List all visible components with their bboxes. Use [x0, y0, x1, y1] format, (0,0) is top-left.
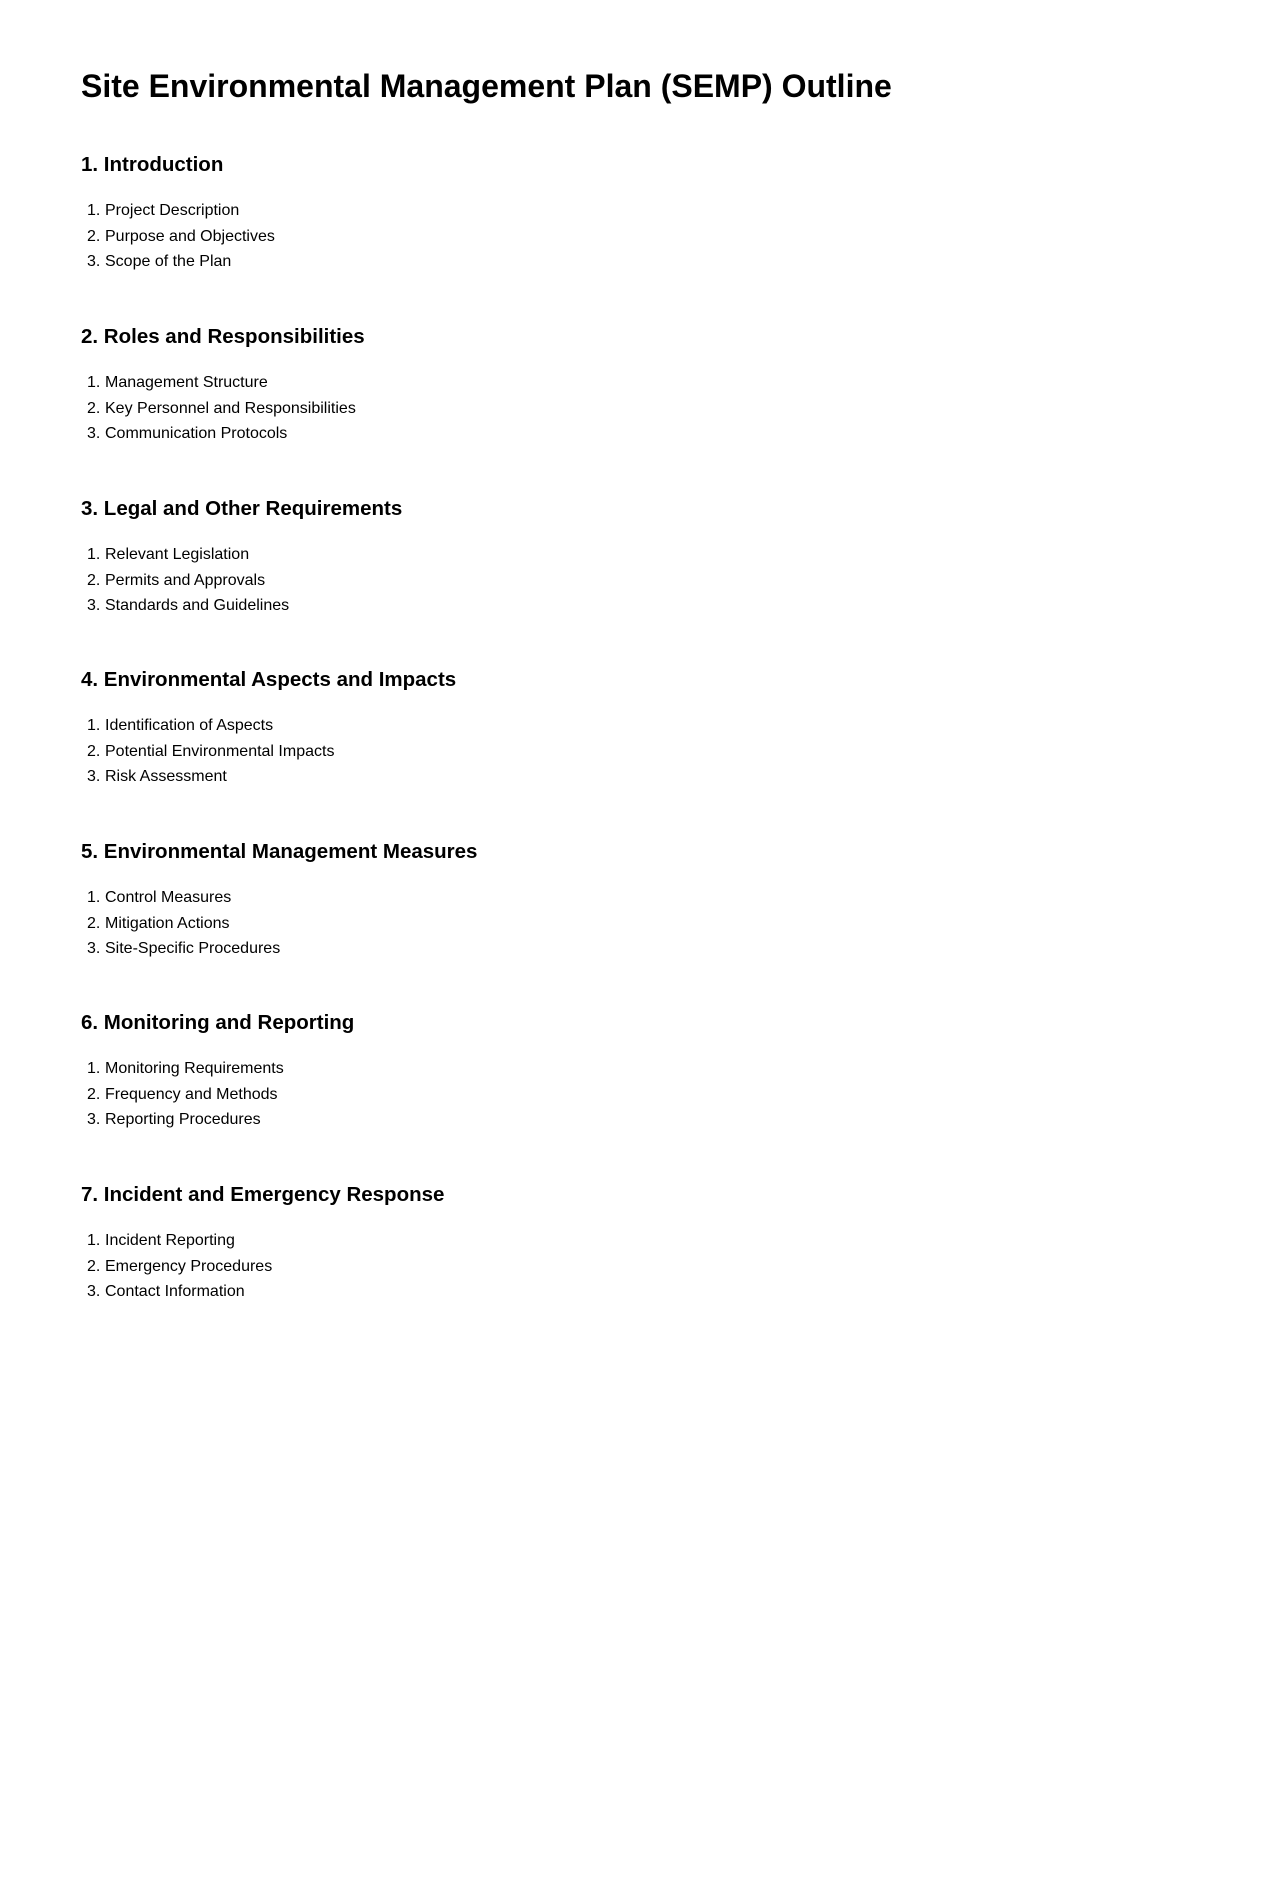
list-number: 2.	[87, 742, 101, 760]
list-item	[87, 739, 1181, 765]
list-item-text: Reporting Procedures	[105, 1111, 261, 1129]
list-item-text: Emergency Procedures	[105, 1257, 273, 1275]
list-item	[87, 1056, 1181, 1082]
list-item-text: Standards and Guidelines	[105, 597, 290, 615]
section-list	[81, 1056, 1181, 1133]
list-item-text: Scope of the Plan	[105, 253, 232, 271]
section-aspects	[81, 667, 1181, 790]
list-item	[87, 911, 1181, 937]
section-list	[81, 198, 1181, 275]
list-number: 2.	[87, 399, 101, 417]
section-list	[81, 885, 1181, 962]
list-number: 1.	[87, 374, 101, 391]
list-item-text: Identification of Aspects	[105, 717, 274, 734]
list-item	[87, 1279, 1181, 1297]
list-item-text: Key Personnel and Responsibilities	[105, 399, 356, 417]
list-number: 3.	[87, 597, 101, 615]
list-number: 1.	[87, 889, 101, 906]
list-item	[87, 936, 1181, 962]
list-item	[87, 249, 1181, 275]
list-number: 2.	[87, 227, 101, 245]
list-number: 1.	[87, 202, 101, 219]
list-number: 3.	[87, 1111, 101, 1129]
list-number: 1.	[87, 1232, 101, 1249]
section-heading: 6. Monitoring and Reporting	[81, 1011, 355, 1034]
list-item	[87, 224, 1181, 250]
section-list	[81, 542, 1181, 619]
list-item-text: Contact Information	[105, 1283, 245, 1297]
list-item-text: Control Measures	[105, 889, 232, 906]
list-number: 3.	[87, 768, 101, 786]
list-item-text: Project Description	[105, 202, 240, 219]
list-item	[87, 396, 1181, 422]
list-item-text: Monitoring Requirements	[105, 1060, 284, 1077]
list-item-text: Incident Reporting	[105, 1232, 235, 1249]
section-list	[81, 370, 1181, 447]
list-number: 2.	[87, 1257, 101, 1275]
list-item-text: Frequency and Methods	[105, 1085, 278, 1103]
list-item	[87, 1107, 1181, 1133]
section-introduction	[81, 152, 1181, 275]
section-heading: 4. Environmental Aspects and Impacts	[81, 668, 457, 691]
list-number: 3.	[87, 1283, 101, 1297]
list-item	[87, 764, 1181, 790]
section-list	[81, 713, 1181, 790]
list-item	[87, 593, 1181, 619]
list-item	[87, 1254, 1181, 1280]
document-title: Site Environmental Management Plan (SEMP) Outline	[81, 68, 892, 104]
list-number: 1.	[87, 1060, 101, 1077]
list-item	[87, 1082, 1181, 1108]
list-item-text: Purpose and Objectives	[105, 227, 275, 245]
list-item	[87, 885, 1181, 911]
section-measures	[81, 839, 1181, 962]
list-number: 1.	[87, 546, 101, 563]
section-roles	[81, 324, 1181, 447]
list-item	[87, 568, 1181, 594]
section-incident	[81, 1182, 1181, 1297]
list-number: 3.	[87, 425, 101, 443]
section-monitoring	[81, 1010, 1181, 1133]
list-item-text: Potential Environmental Impacts	[105, 742, 335, 760]
section-list	[81, 1228, 1181, 1297]
list-item-text: Permits and Approvals	[105, 571, 266, 589]
list-item	[87, 713, 1181, 739]
list-item-text: Relevant Legislation	[105, 546, 250, 563]
section-heading: 7. Incident and Emergency Response	[81, 1183, 445, 1206]
list-item	[87, 421, 1181, 447]
list-number: 3.	[87, 940, 101, 958]
list-item	[87, 198, 1181, 224]
section-heading: 5. Environmental Management Measures	[81, 840, 478, 863]
list-item	[87, 1228, 1181, 1254]
list-number: 2.	[87, 1085, 101, 1103]
section-heading: 2. Roles and Responsibilities	[81, 325, 365, 348]
list-item-text: Management Structure	[105, 374, 268, 391]
section-legal	[81, 496, 1181, 619]
list-item-text: Site-Specific Procedures	[105, 940, 281, 958]
section-heading: 1. Introduction	[81, 153, 224, 176]
list-number: 3.	[87, 253, 101, 271]
section-heading: 3. Legal and Other Requirements	[81, 497, 403, 520]
list-item-text: Risk Assessment	[105, 768, 227, 786]
list-item	[87, 370, 1181, 396]
list-number: 1.	[87, 717, 101, 734]
list-item-text: Mitigation Actions	[105, 914, 230, 932]
list-number: 2.	[87, 571, 101, 589]
list-number: 2.	[87, 914, 101, 932]
list-item-text: Communication Protocols	[105, 425, 288, 443]
list-item	[87, 542, 1181, 568]
